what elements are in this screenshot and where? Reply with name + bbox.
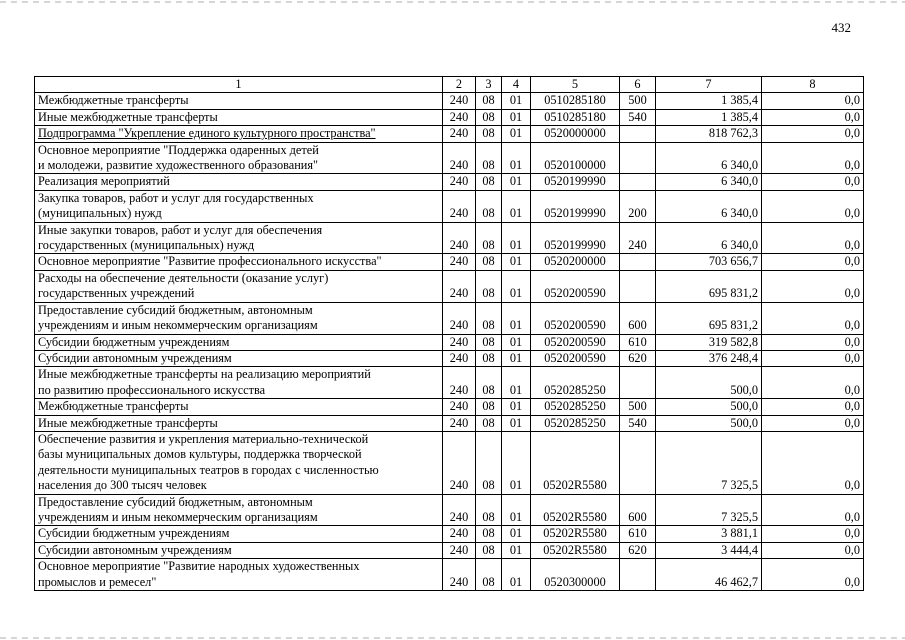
amount-2-cell: 0,0 bbox=[762, 142, 864, 174]
table-row bbox=[35, 542, 864, 558]
table-row bbox=[35, 190, 864, 222]
amount-2-cell: 0,0 bbox=[762, 542, 864, 558]
table-row bbox=[35, 93, 864, 109]
code-cell: 240 bbox=[443, 334, 476, 350]
amount-2-cell: 0,0 bbox=[762, 270, 864, 302]
scan-edge-top bbox=[0, 1, 905, 3]
section-cell: 08 bbox=[476, 270, 502, 302]
amount-2-cell: 0,0 bbox=[762, 254, 864, 270]
target-article-cell: 05202R5580 bbox=[531, 494, 620, 526]
section-cell: 08 bbox=[476, 431, 502, 494]
amount-2-cell: 0,0 bbox=[762, 109, 864, 125]
target-article-cell: 0510285180 bbox=[531, 109, 620, 125]
section-cell: 08 bbox=[476, 174, 502, 190]
expense-type-cell bbox=[620, 126, 656, 142]
column-header: 7 bbox=[656, 77, 762, 93]
code-cell: 240 bbox=[443, 399, 476, 415]
column-header: 1 bbox=[35, 77, 443, 93]
target-article-cell: 0520000000 bbox=[531, 126, 620, 142]
subsection-cell: 01 bbox=[502, 142, 531, 174]
expense-type-cell: 500 bbox=[620, 399, 656, 415]
amount-2-cell: 0,0 bbox=[762, 559, 864, 591]
amount-2-cell: 0,0 bbox=[762, 350, 864, 366]
amount-cell: 6 340,0 bbox=[656, 190, 762, 222]
subsection-cell: 01 bbox=[502, 399, 531, 415]
subsection-cell: 01 bbox=[502, 350, 531, 366]
amount-2-cell: 0,0 bbox=[762, 190, 864, 222]
table-row bbox=[35, 415, 864, 431]
section-cell: 08 bbox=[476, 302, 502, 334]
subsection-cell: 01 bbox=[502, 93, 531, 109]
subsection-cell: 01 bbox=[502, 559, 531, 591]
expense-type-cell: 620 bbox=[620, 350, 656, 366]
amount-2-cell: 0,0 bbox=[762, 526, 864, 542]
amount-2-cell: 0,0 bbox=[762, 174, 864, 190]
table-row bbox=[35, 270, 864, 302]
code-cell: 240 bbox=[443, 93, 476, 109]
target-article-cell: 0520199990 bbox=[531, 190, 620, 222]
code-cell: 240 bbox=[443, 109, 476, 125]
column-header: 4 bbox=[502, 77, 531, 93]
expense-type-cell: 600 bbox=[620, 494, 656, 526]
code-cell: 240 bbox=[443, 559, 476, 591]
amount-cell: 7 325,5 bbox=[656, 431, 762, 494]
code-cell: 240 bbox=[443, 415, 476, 431]
row-name-cell: Обеспечение развития и укрепления материально-технической базы муниципальных домов культуры, поддержка творческой деятельности муниципальных театров в городах с численностью населения до 300 тысяч человек bbox=[35, 431, 443, 494]
amount-cell: 3 444,4 bbox=[656, 542, 762, 558]
section-cell: 08 bbox=[476, 559, 502, 591]
section-cell: 08 bbox=[476, 190, 502, 222]
expense-type-cell bbox=[620, 559, 656, 591]
expense-type-cell bbox=[620, 254, 656, 270]
expense-type-cell: 540 bbox=[620, 415, 656, 431]
target-article-cell: 0520199990 bbox=[531, 222, 620, 254]
table-row bbox=[35, 302, 864, 334]
code-cell: 240 bbox=[443, 350, 476, 366]
column-header: 2 bbox=[443, 77, 476, 93]
target-article-cell: 0520199990 bbox=[531, 174, 620, 190]
target-article-cell: 0520200590 bbox=[531, 302, 620, 334]
row-name-cell: Субсидии бюджетным учреждениям bbox=[35, 526, 443, 542]
amount-cell: 500,0 bbox=[656, 399, 762, 415]
amount-2-cell: 0,0 bbox=[762, 431, 864, 494]
row-name-cell: Основное мероприятие "Развитие народных художественных промыслов и ремесел" bbox=[35, 559, 443, 591]
row-name-cell: Межбюджетные трансферты bbox=[35, 399, 443, 415]
code-cell: 240 bbox=[443, 431, 476, 494]
section-cell: 08 bbox=[476, 542, 502, 558]
amount-2-cell: 0,0 bbox=[762, 126, 864, 142]
amount-cell: 376 248,4 bbox=[656, 350, 762, 366]
row-name-cell: Иные межбюджетные трансферты bbox=[35, 109, 443, 125]
section-cell: 08 bbox=[476, 334, 502, 350]
amount-2-cell: 0,0 bbox=[762, 494, 864, 526]
table-row bbox=[35, 350, 864, 366]
section-cell: 08 bbox=[476, 222, 502, 254]
subsection-cell: 01 bbox=[502, 431, 531, 494]
row-name-cell: Реализация мероприятий bbox=[35, 174, 443, 190]
code-cell: 240 bbox=[443, 254, 476, 270]
expense-type-cell bbox=[620, 174, 656, 190]
target-article-cell: 0520200590 bbox=[531, 270, 620, 302]
expense-type-cell: 600 bbox=[620, 302, 656, 334]
section-cell: 08 bbox=[476, 93, 502, 109]
amount-2-cell: 0,0 bbox=[762, 222, 864, 254]
code-cell: 240 bbox=[443, 174, 476, 190]
subsection-cell: 01 bbox=[502, 254, 531, 270]
target-article-cell: 05202R5580 bbox=[531, 431, 620, 494]
section-cell: 08 bbox=[476, 254, 502, 270]
subsection-cell: 01 bbox=[502, 109, 531, 125]
row-name-cell: Субсидии бюджетным учреждениям bbox=[35, 334, 443, 350]
table-row bbox=[35, 222, 864, 254]
target-article-cell: 05202R5580 bbox=[531, 542, 620, 558]
target-article-cell: 0520300000 bbox=[531, 559, 620, 591]
amount-cell: 500,0 bbox=[656, 367, 762, 399]
table-row bbox=[35, 254, 864, 270]
expense-type-cell: 240 bbox=[620, 222, 656, 254]
subsection-cell: 01 bbox=[502, 542, 531, 558]
section-cell: 08 bbox=[476, 494, 502, 526]
expense-type-cell bbox=[620, 270, 656, 302]
expense-type-cell: 500 bbox=[620, 93, 656, 109]
expense-type-cell: 620 bbox=[620, 542, 656, 558]
target-article-cell: 0520200590 bbox=[531, 334, 620, 350]
amount-cell: 3 881,1 bbox=[656, 526, 762, 542]
subsection-cell: 01 bbox=[502, 126, 531, 142]
code-cell: 240 bbox=[443, 542, 476, 558]
subsection-cell: 01 bbox=[502, 174, 531, 190]
amount-cell: 695 831,2 bbox=[656, 270, 762, 302]
section-cell: 08 bbox=[476, 109, 502, 125]
subsection-cell: 01 bbox=[502, 415, 531, 431]
subsection-cell: 01 bbox=[502, 494, 531, 526]
target-article-cell: 0510285180 bbox=[531, 93, 620, 109]
table-row bbox=[35, 399, 864, 415]
code-cell: 240 bbox=[443, 302, 476, 334]
code-cell: 240 bbox=[443, 126, 476, 142]
subsection-cell: 01 bbox=[502, 367, 531, 399]
table-row bbox=[35, 526, 864, 542]
expense-type-cell: 540 bbox=[620, 109, 656, 125]
code-cell: 240 bbox=[443, 190, 476, 222]
subsection-cell: 01 bbox=[502, 526, 531, 542]
section-cell: 08 bbox=[476, 367, 502, 399]
table-row bbox=[35, 431, 864, 494]
expense-type-cell: 610 bbox=[620, 334, 656, 350]
row-name-cell: Субсидии автономным учреждениям bbox=[35, 350, 443, 366]
amount-2-cell: 0,0 bbox=[762, 367, 864, 399]
code-cell: 240 bbox=[443, 494, 476, 526]
amount-cell: 6 340,0 bbox=[656, 222, 762, 254]
row-name-cell: Межбюджетные трансферты bbox=[35, 93, 443, 109]
subsection-cell: 01 bbox=[502, 334, 531, 350]
row-name-cell: Основное мероприятие "Поддержка одаренных детей и молодежи, развитие художественного образования" bbox=[35, 142, 443, 174]
row-name-cell: Субсидии автономным учреждениям bbox=[35, 542, 443, 558]
table-row bbox=[35, 334, 864, 350]
code-cell: 240 bbox=[443, 222, 476, 254]
amount-cell: 319 582,8 bbox=[656, 334, 762, 350]
expense-type-cell: 610 bbox=[620, 526, 656, 542]
amount-cell: 6 340,0 bbox=[656, 174, 762, 190]
budget-table bbox=[34, 76, 864, 591]
subsection-cell: 01 bbox=[502, 270, 531, 302]
table-row bbox=[35, 367, 864, 399]
row-name-cell: Иные закупки товаров, работ и услуг для обеспечения государственных (муниципальных) нужд bbox=[35, 222, 443, 254]
table-row bbox=[35, 494, 864, 526]
amount-2-cell: 0,0 bbox=[762, 302, 864, 334]
amount-cell: 6 340,0 bbox=[656, 142, 762, 174]
code-cell: 240 bbox=[443, 367, 476, 399]
target-article-cell: 0520285250 bbox=[531, 367, 620, 399]
target-article-cell: 05202R5580 bbox=[531, 526, 620, 542]
amount-cell: 500,0 bbox=[656, 415, 762, 431]
section-cell: 08 bbox=[476, 399, 502, 415]
column-header: 6 bbox=[620, 77, 656, 93]
row-name-cell: Иные межбюджетные трансферты bbox=[35, 415, 443, 431]
section-cell: 08 bbox=[476, 126, 502, 142]
amount-2-cell: 0,0 bbox=[762, 334, 864, 350]
scan-edge-bottom bbox=[0, 637, 905, 639]
target-article-cell: 0520285250 bbox=[531, 415, 620, 431]
amount-2-cell: 0,0 bbox=[762, 93, 864, 109]
section-cell: 08 bbox=[476, 142, 502, 174]
row-name-cell: Расходы на обеспечение деятельности (оказание услуг) государственных учреждений bbox=[35, 270, 443, 302]
expense-type-cell bbox=[620, 367, 656, 399]
target-article-cell: 0520200590 bbox=[531, 350, 620, 366]
row-name-cell: Предоставление субсидий бюджетным, автономным учреждениям и иным некоммерческим организациям bbox=[35, 494, 443, 526]
header-row bbox=[35, 77, 864, 93]
table-row bbox=[35, 559, 864, 591]
amount-cell: 1 385,4 bbox=[656, 109, 762, 125]
table-row bbox=[35, 109, 864, 125]
section-cell: 08 bbox=[476, 350, 502, 366]
row-name-cell: Закупка товаров, работ и услуг для государственных (муниципальных) нужд bbox=[35, 190, 443, 222]
amount-cell: 703 656,7 bbox=[656, 254, 762, 270]
column-header: 8 bbox=[762, 77, 864, 93]
code-cell: 240 bbox=[443, 142, 476, 174]
amount-cell: 46 462,7 bbox=[656, 559, 762, 591]
target-article-cell: 0520100000 bbox=[531, 142, 620, 174]
page-number: 432 bbox=[831, 20, 851, 35]
amount-2-cell: 0,0 bbox=[762, 399, 864, 415]
expense-type-cell bbox=[620, 431, 656, 494]
subsection-cell: 01 bbox=[502, 302, 531, 334]
amount-2-cell: 0,0 bbox=[762, 415, 864, 431]
table-row bbox=[35, 142, 864, 174]
section-cell: 08 bbox=[476, 526, 502, 542]
subsection-cell: 01 bbox=[502, 190, 531, 222]
amount-cell: 1 385,4 bbox=[656, 93, 762, 109]
target-article-cell: 0520285250 bbox=[531, 399, 620, 415]
column-header: 5 bbox=[531, 77, 620, 93]
row-name-cell: Основное мероприятие "Развитие профессионального искусства" bbox=[35, 254, 443, 270]
code-cell: 240 bbox=[443, 526, 476, 542]
row-name-cell: Предоставление субсидий бюджетным, автономным учреждениям и иным некоммерческим организациям bbox=[35, 302, 443, 334]
code-cell: 240 bbox=[443, 270, 476, 302]
amount-cell: 7 325,5 bbox=[656, 494, 762, 526]
column-header: 3 bbox=[476, 77, 502, 93]
row-name-cell: Подпрограмма "Укрепление единого культурного пространства" bbox=[35, 126, 443, 142]
table-row bbox=[35, 174, 864, 190]
expense-type-cell bbox=[620, 142, 656, 174]
amount-cell: 695 831,2 bbox=[656, 302, 762, 334]
amount-cell: 818 762,3 bbox=[656, 126, 762, 142]
subsection-cell: 01 bbox=[502, 222, 531, 254]
target-article-cell: 0520200000 bbox=[531, 254, 620, 270]
expense-type-cell: 200 bbox=[620, 190, 656, 222]
section-cell: 08 bbox=[476, 415, 502, 431]
table-row bbox=[35, 126, 864, 142]
row-name-cell: Иные межбюджетные трансферты на реализацию мероприятий по развитию профессионального искусства bbox=[35, 367, 443, 399]
